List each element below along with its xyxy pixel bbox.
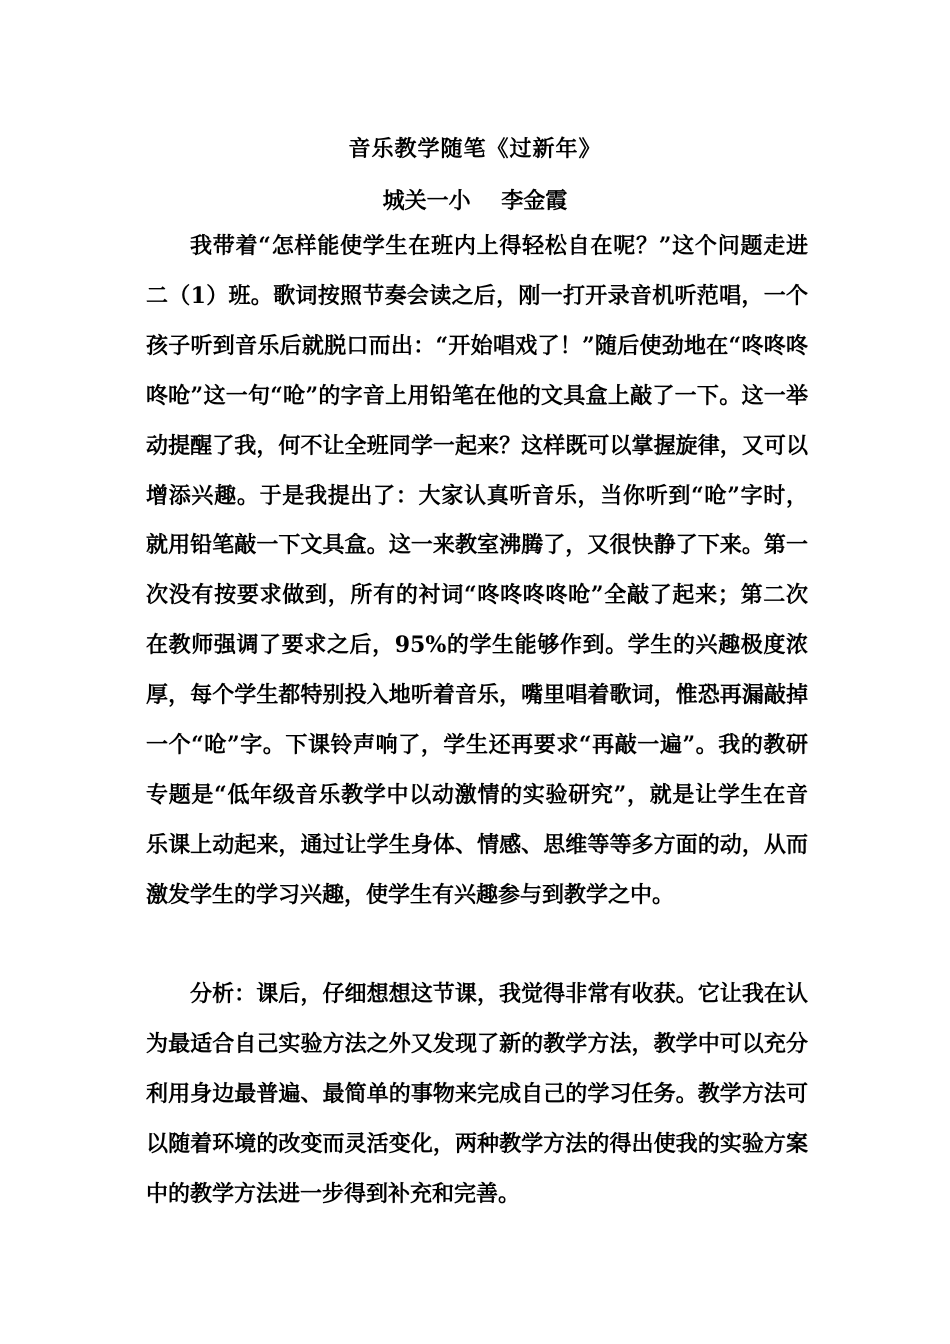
body-paragraph-2: 分析：课后，仔细想想这节课，我觉得非常有收获。它让我在认为最适合自己实验方法之外又发现了新的教学方法，教学中可以充分利用身边最普遍、最简单的事物来完成自己的学习任务。教学方法可以随着环境的改变而灵活变化，两种教学方法的得出使我的实验方案中的教学方法进一步得到补充和完善。 xyxy=(146,981,808,1207)
author-line: 城关一小 李金霞 xyxy=(382,188,568,214)
document-title: 音乐教学随笔《过新年》 xyxy=(348,136,602,162)
body-paragraph-1: 我带着“怎样能使学生在班内上得轻松自在呢？”这个问题走进二（1）班。歌词按照节奏会读之后，刚一打开录音机听范唱，一个孩子听到音乐后就脱口而出：“开始唱戏了！”随后使劲地在“咚咚咚咚呛”这一句“呛”的字音上用铅笔在他的文具盒上敲了一下。这一举动提醒了我，何不让全班同学一起来？这样既可以掌握旋律，又可以增添兴趣。于是我提出了：大家认真听音乐，当你听到“呛”字时，就用铅笔敲一下文具盒。这一来教室沸腾了，又很快静了下来。第一次没有按要求做到，所有的衬词“咚咚咚咚呛”全敲了起来；第二次在教师强调了要求之后，95%的学生能够作到。学生的兴趣极度浓厚，每个学生都特别投入地听着音乐，嘴里唱着歌词，惟恐再漏敲掉一个“呛”字。下课铃声响了，学生还再要求“再敲一遍”。我的教研专题是“低年级音乐教学中以动激情的实验研究”，就是让学生在音乐课上动起来，通过让学生身体、情感、思维等等多方面的动，从而激发学生的学习兴趣，使学生有兴趣参与到教学之中。 xyxy=(146,233,808,908)
